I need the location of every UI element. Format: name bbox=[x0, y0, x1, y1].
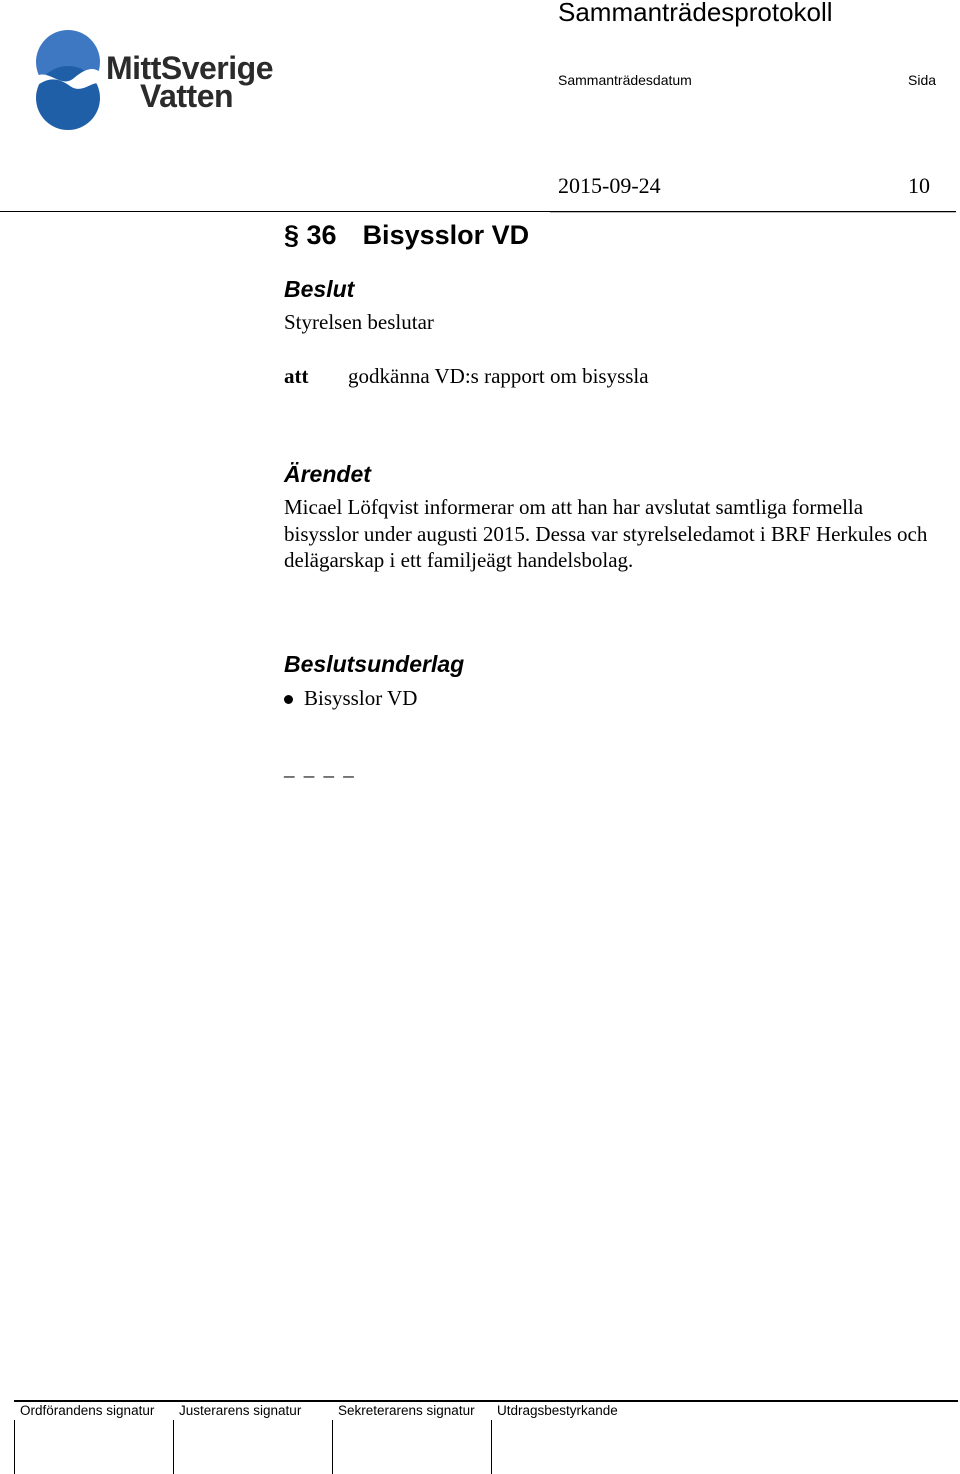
document-title: Sammanträdesprotokoll bbox=[558, 0, 833, 27]
logo-text-line2: Vatten bbox=[140, 78, 234, 114]
section-title bbox=[284, 220, 529, 251]
att-keyword: att bbox=[284, 364, 309, 388]
signature-cell-extract-certification bbox=[491, 1402, 958, 1474]
company-logo bbox=[34, 26, 284, 132]
beslut-intro: Styrelsen beslutar bbox=[284, 310, 434, 334]
signature-cell-adjuster bbox=[173, 1402, 332, 1474]
signature-table bbox=[14, 1400, 958, 1474]
page-number: 10 bbox=[908, 173, 930, 198]
decision-text: godkänna VD:s rapport om bisyssla bbox=[348, 364, 649, 388]
signature-label: Sekreterarens signatur bbox=[338, 1403, 475, 1418]
list-item: Bisysslor VD bbox=[284, 686, 417, 711]
header-divider-secondary bbox=[550, 212, 956, 213]
page-label: Sida bbox=[908, 72, 937, 88]
section-title-text: Bisysslor VD bbox=[362, 220, 530, 250]
signature-label: Justerarens signatur bbox=[179, 1403, 302, 1418]
water-drop-logo-icon bbox=[34, 26, 114, 132]
arendet-heading: Ärendet bbox=[284, 461, 371, 487]
signature-cell-chairman bbox=[14, 1402, 173, 1474]
meeting-date-label: Sammanträdesdatum bbox=[558, 72, 692, 88]
beslut-heading: Beslut bbox=[284, 276, 355, 302]
signature-label: Ordförandens signatur bbox=[20, 1403, 155, 1418]
signature-label: Utdragsbestyrkande bbox=[497, 1403, 618, 1418]
beslutsunderlag-list bbox=[284, 686, 417, 711]
signature-cell-secretary bbox=[332, 1402, 491, 1474]
beslutsunderlag-heading: Beslutsunderlag bbox=[284, 651, 465, 677]
arendet-body: Micael Löfqvist informerar om att han har avslutat samtliga formella bisysslor under augusti 2015. Dessa var styrelseledamot i BRF Herkules och delägarskap i ett familjeägt handelsbolag. bbox=[284, 495, 928, 572]
logo-text-line1: MittSverige bbox=[106, 50, 273, 86]
section-end-marker: _ _ _ _ bbox=[284, 756, 356, 780]
meeting-date-value: 2015-09-24 bbox=[558, 173, 661, 198]
section-number: § 36 bbox=[284, 220, 337, 250]
